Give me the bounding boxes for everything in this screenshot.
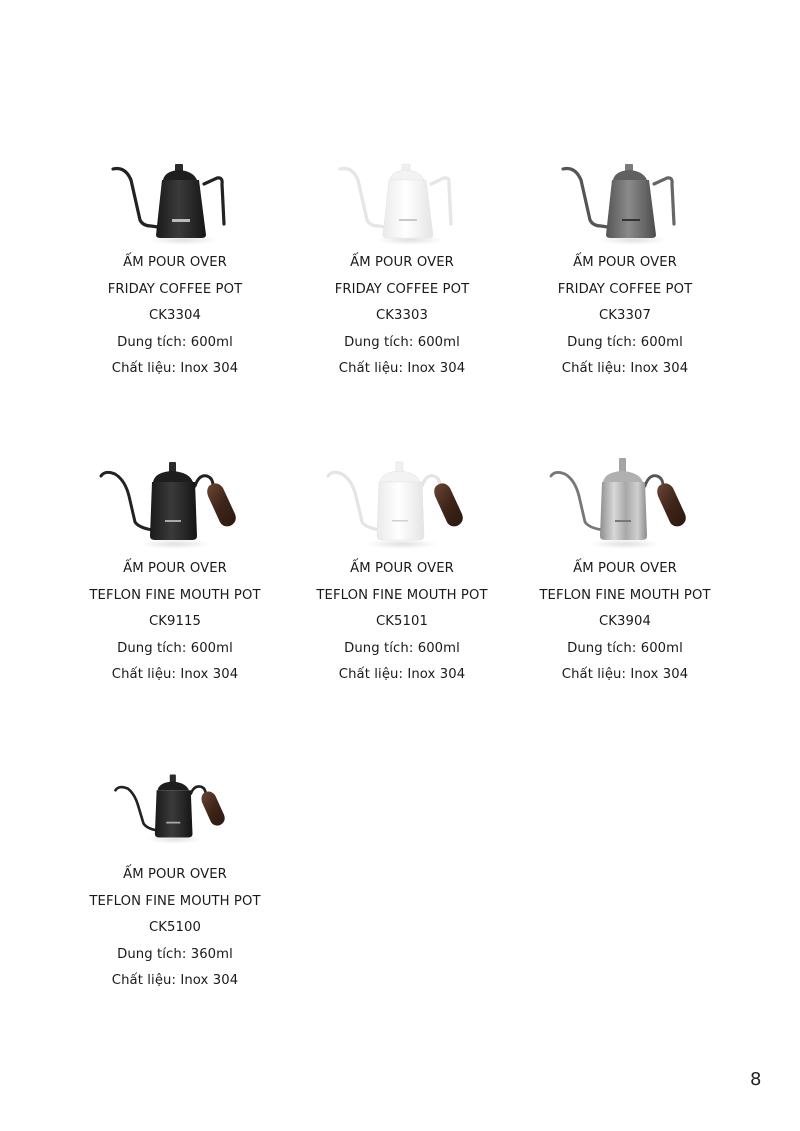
product-name: FRIDAY COFFEE POT: [557, 281, 693, 297]
product-code: CK5100: [148, 920, 202, 936]
product-capacity: Dung tích: 600ml: [344, 640, 460, 656]
product-capacity: Dung tích: 600ml: [567, 640, 683, 656]
product-card: [65, 150, 285, 383]
product-image: [65, 756, 285, 860]
white-wood-handle-kettle-icon: [322, 456, 482, 556]
product-capacity: Dung tích: 600ml: [344, 334, 460, 350]
product-material: Chất liệu: Inox 304: [111, 667, 239, 683]
product-title: ẤM POUR OVER: [573, 561, 677, 576]
product-name: TEFLON FINE MOUTH POT: [89, 893, 261, 909]
product-code: CK3304: [148, 308, 202, 324]
product-name: FRIDAY COFFEE POT: [107, 281, 243, 297]
product-name: TEFLON FINE MOUTH POT: [539, 587, 711, 603]
product-code: CK3904: [598, 614, 652, 630]
product-image: [292, 456, 512, 556]
product-card: [65, 752, 285, 995]
product-title: ẤM POUR OVER: [350, 255, 454, 270]
product-image: [65, 456, 285, 556]
product-image: [515, 150, 735, 250]
black-wood-handle-kettle-icon: [95, 456, 255, 556]
product-name: TEFLON FINE MOUTH POT: [89, 587, 261, 603]
product-material: Chất liệu: Inox 304: [111, 973, 239, 989]
product-card: [515, 456, 735, 689]
silver-wood-handle-kettle-icon: [545, 456, 705, 556]
product-code: CK9115: [148, 614, 202, 630]
page-number: 8: [750, 1069, 762, 1090]
product-title: ẤM POUR OVER: [123, 255, 227, 270]
product-capacity: Dung tích: 600ml: [117, 334, 233, 350]
product-image: [515, 456, 735, 556]
product-code: CK3307: [598, 308, 652, 324]
product-code: CK5101: [375, 614, 429, 630]
black-wood-handle-kettle-icon: [105, 756, 245, 856]
product-material: Chất liệu: Inox 304: [561, 361, 689, 377]
product-material: Chất liệu: Inox 304: [338, 667, 466, 683]
product-image: [65, 150, 285, 250]
product-name: TEFLON FINE MOUTH POT: [316, 587, 488, 603]
white-kettle-icon: [332, 150, 472, 250]
product-capacity: Dung tích: 360ml: [117, 946, 233, 962]
product-title: ẤM POUR OVER: [123, 867, 227, 882]
product-card: [292, 456, 512, 689]
product-image: [292, 150, 512, 250]
product-title: ẤM POUR OVER: [123, 561, 227, 576]
product-card: [65, 456, 285, 689]
product-material: Chất liệu: Inox 304: [561, 667, 689, 683]
product-name: FRIDAY COFFEE POT: [334, 281, 470, 297]
product-card: [515, 150, 735, 383]
product-title: ẤM POUR OVER: [573, 255, 677, 270]
product-material: Chất liệu: Inox 304: [111, 361, 239, 377]
product-material: Chất liệu: Inox 304: [338, 361, 466, 377]
product-capacity: Dung tích: 600ml: [117, 640, 233, 656]
gunmetal-kettle-icon: [555, 150, 695, 250]
product-title: ẤM POUR OVER: [350, 561, 454, 576]
product-code: CK3303: [375, 308, 429, 324]
black-kettle-icon: [105, 150, 245, 250]
product-capacity: Dung tích: 600ml: [567, 334, 683, 350]
product-card: [292, 150, 512, 383]
